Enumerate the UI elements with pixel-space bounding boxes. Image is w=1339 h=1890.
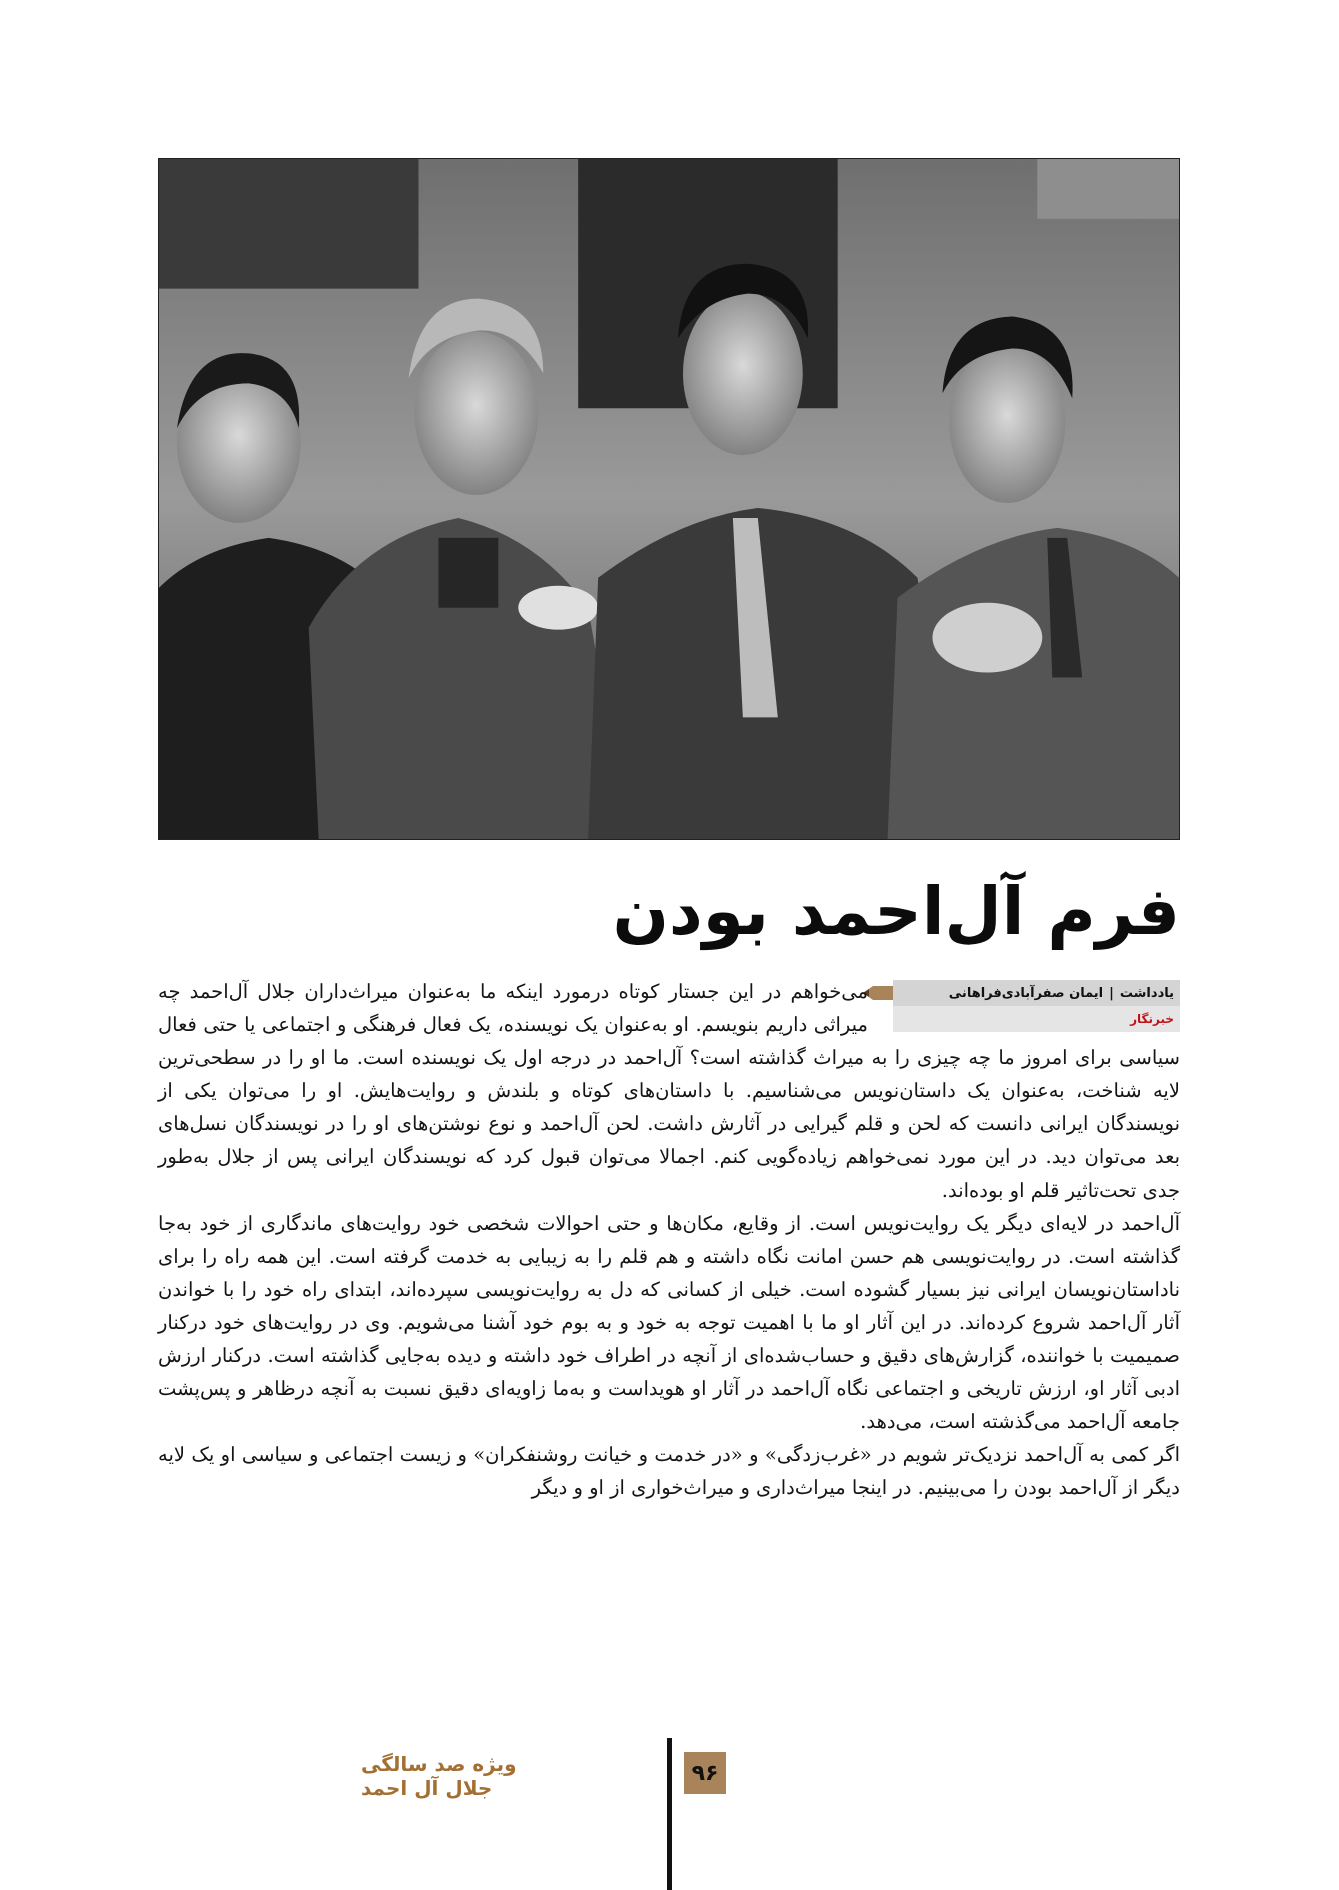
article-body xyxy=(158,975,1180,1505)
page-number: ۹۶ xyxy=(684,1752,726,1794)
paragraph: آل‌احمد در لایه‌ای دیگر یک روایت‌نویس است. از وقایع، مکان‌ها و حتی احوالات شخصی خود روایت‌های ماندگاری از خود به‌جا گذاشته است. در روایت‌نویسی هم حسن امانت نگاه داشته و هم قلم را به زیبایی به خدمت گرفته است. این همه راه را برای ناداستان‌نویسان ایرانی نیز بسیار گشوده است. خیلی از کسانی که دل به روایت‌نویسی سپرده‌اند، ابتدای راه خود را با خواندن آثار آل‌احمد شروع کرده‌اند. در این آثار او ما با اهمیت توجه به خود و به بوم خود آشنا می‌شویم. وی در روایت‌های خود درکنار صمیمیت با خواننده، گزارش‌های دقیق و حساب‌شده‌ای از آنچه در اطراف خود داشته و دیده به‌جایی گذاشته است. درکنار ارزش ادبی آثار او، ارزش تاریخی و اجتماعی نگاه آل‌احمد در آثار او هویداست و به‌ما زاویه‌ای دقیق نسبت به آنچه درظاهر و پس‌پشت جامعه آل‌احمد می‌گذشته است، می‌دهد. xyxy=(158,1211,1180,1434)
paragraph: می‌خواهم در این جستار کوتاه درمورد اینکه ما به‌عنوان میراث‌داران جلال آل‌احمد چه میراثی داریم بنویسم. او به‌عنوان یک نویسنده، یک فعال فرهنگی و اجتماعی یا حتی فعال سیاسی برای امروز ما چه چیزی را به میراث گذاشته است؟ آل‌احمد در درجه اول یک نویسنده است. ما او را در سطحی‌ترین لایه شناخت، به‌عنوان یک داستان‌نویس می‌شناسیم. با داستان‌های کوتاه و بلندش و روایت‌هایش. او را می‌توان یکی از نویسندگان ایرانی دانست که لحن و قلم گیرایی در آثارش داشت. لحن آل‌احمد و نوع نوشتن‌های او را در نویسندگان نسل‌های بعد می‌توان دید. در این مورد نمی‌خواهم زیاده‌گویی کنم. اجمالا می‌توان قبول کرد که نویسندگان ایرانی پس از جلال به‌طور جدی تحت‌تاثیر قلم او بوده‌اند. xyxy=(158,980,1180,1202)
footer-divider xyxy=(667,1738,672,1890)
paragraph: اگر کمی به آل‌احمد نزدیک‌تر شویم در «غرب‌زدگی» و «در خدمت و خیانت روشنفکران» و زیست اجتماعی و سیاسی او یک لایه دیگر از آل‌احمد بودن را می‌بینیم. در اینجا میراث‌داری و میراث‌خواری از او و دیگر xyxy=(158,1443,1180,1500)
byline-category: یادداشت xyxy=(1119,985,1174,1001)
section-title xyxy=(361,1752,661,1800)
byline-role: خبرنگار xyxy=(893,1006,1180,1032)
article-photo xyxy=(158,158,1180,840)
article-title: فرم آل‌احمد بودن xyxy=(612,873,1180,950)
byline-float-space xyxy=(868,975,1180,1041)
byline-separator: | xyxy=(1109,985,1114,1001)
photo-four-men-illustration xyxy=(159,159,1179,839)
byline-author: ایمان صفرآبادی‌فراهانی xyxy=(948,985,1104,1001)
section-title-line1: ویژه صد سالگی xyxy=(361,1752,517,1776)
section-title-line2: جلال آل احمد xyxy=(361,1776,493,1800)
